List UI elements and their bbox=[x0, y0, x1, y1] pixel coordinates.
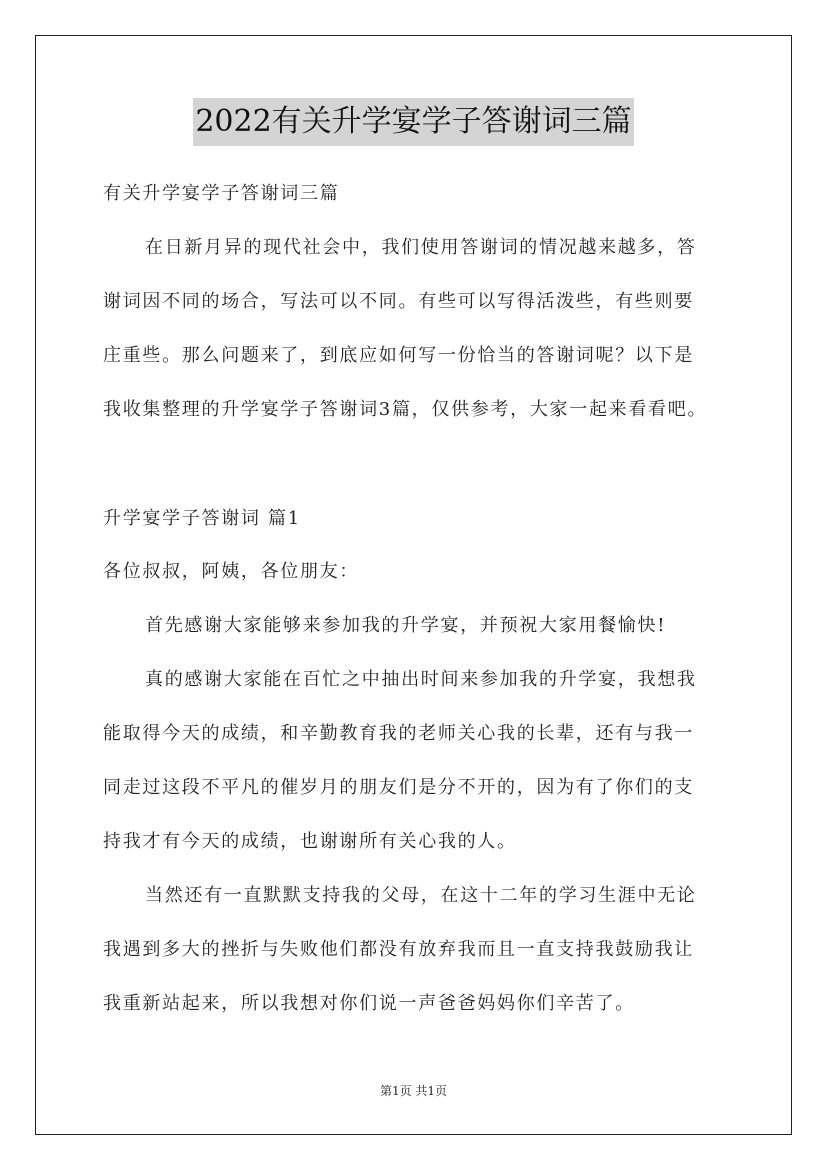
document-title: 2022有关升学宴学子答谢词三篇 bbox=[193, 98, 633, 146]
intro-line: 在日新月异的现代社会中，我们使用答谢词的情况越来越多，答 bbox=[145, 237, 697, 258]
intro-line: 庄重些。那么问题来了，到底应如何写一份恰当的答谢词呢？以下是 bbox=[103, 345, 694, 366]
section-heading: 升学宴学子答谢词 篇1 bbox=[103, 508, 301, 529]
page-footer: 第1页 共1页 bbox=[379, 1084, 448, 1098]
document-subtitle: 有关升学宴学子答谢词三篇 bbox=[103, 183, 340, 204]
paragraph-line: 我重新站起来，所以我想对你们说一声爸爸妈妈你们辛苦了。 bbox=[103, 993, 635, 1014]
intro-line: 谢词因不同的场合，写法可以不同。有些可以写得活泼些，有些则要 bbox=[103, 291, 694, 312]
paragraph-line: 能取得今天的成绩，和辛勤教育我的老师关心我的长辈，还有与我一 bbox=[103, 723, 694, 744]
intro-line: 我收集整理的升学宴学子答谢词3篇，仅供参考，大家一起来看看吧。 bbox=[103, 399, 708, 420]
paragraph-line: 真的感谢大家能在百忙之中抽出时间来参加我的升学宴，我想我 bbox=[145, 669, 697, 690]
title-container bbox=[0, 98, 827, 146]
paragraph-line: 同走过这段不平凡的催岁月的朋友们是分不开的，因为有了你们的支 bbox=[103, 777, 694, 798]
salutation: 各位叔叔，阿姨，各位朋友： bbox=[103, 561, 360, 582]
paragraph-line: 当然还有一直默默支持我的父母，在这十二年的学习生涯中无论 bbox=[145, 885, 697, 906]
paragraph-line: 首先感谢大家能够来参加我的升学宴，并预祝大家用餐愉快! bbox=[145, 615, 667, 636]
paragraph-line: 我遇到多大的挫折与失败他们都没有放弃我而且一直支持我鼓励我让 bbox=[103, 939, 694, 960]
paragraph-line: 持我才有今天的成绩，也谢谢所有关心我的人。 bbox=[103, 831, 517, 852]
